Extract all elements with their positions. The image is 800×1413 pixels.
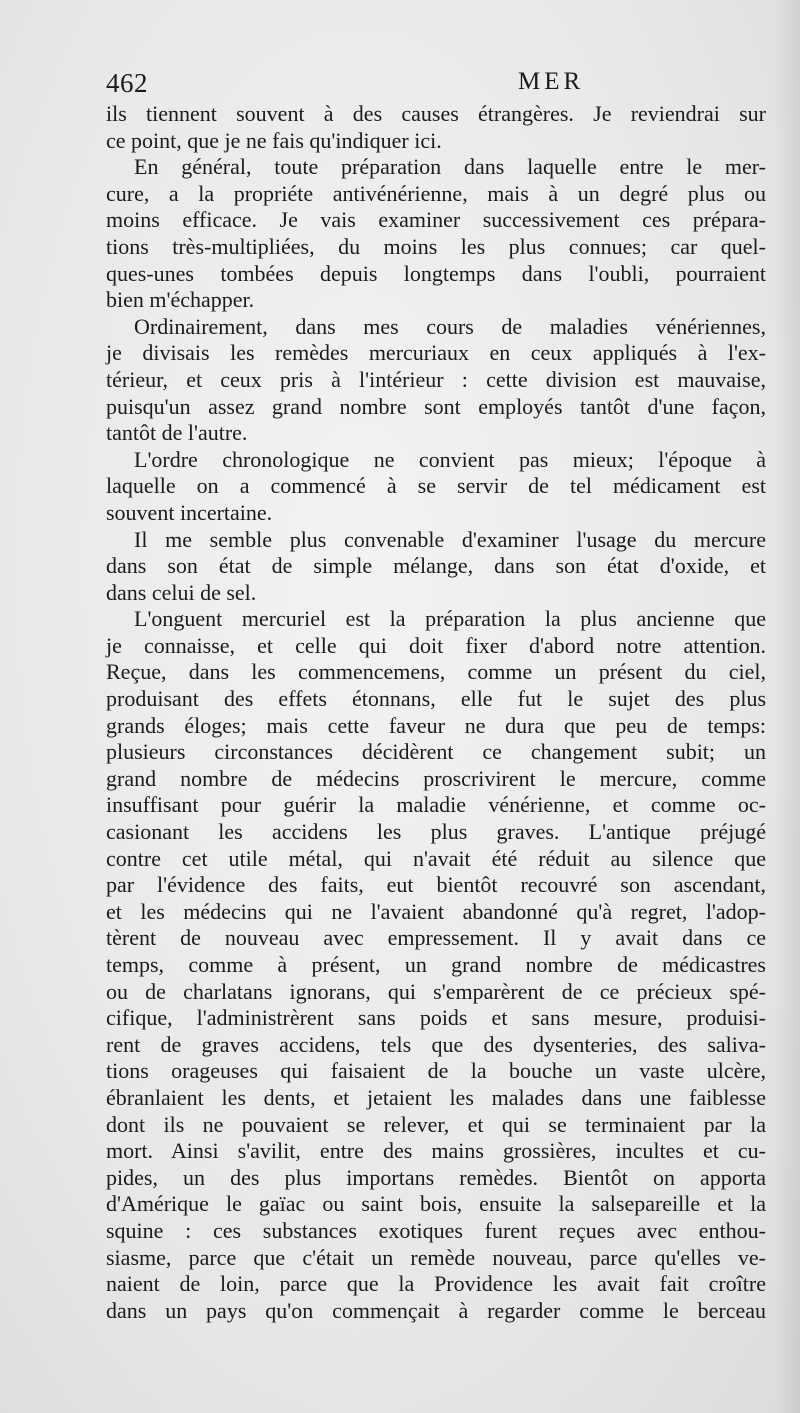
page-header [106,64,766,98]
text-line: ils tiennent souvent à des causes étrangères. Je reviendrai sur [106,101,766,126]
text-line: Reçue, dans les commencemens, comme un présent du ciel, [106,659,766,685]
text-line: et les médecins qui ne l'avaient abandonné qu'à regret, l'adop- [106,898,766,924]
text-line: cure, a la propriéte antivénérienne, mais à un degré plus ou [106,180,766,206]
body-text [106,101,766,1324]
text-line: plusieurs circonstances décidèrent ce changement subit; un [106,739,766,765]
text-line: bien m'échapper. [106,287,255,313]
text-line: ques-unes tombées depuis longtemps dans l'oubli, pourraient [106,260,766,286]
text-line: temps, comme à présent, un grand nombre de médicastres [106,952,766,977]
text-line: moins efficace. Je vais examiner successivement ces prépara- [106,207,766,233]
text-line: grands éloges; mais cette faveur ne dura que peu de temps: [106,712,766,738]
text-line: naient de loin, parce que la Providence les avait fait croître [106,1271,766,1297]
text-line: tions orageuses qui faisaient de la bouche un vaste ulcère, [106,1058,766,1084]
text-line: dans son état de simple mélange, dans son état d'oxide, et [106,553,766,579]
text-line: je connaisse, et celle qui doit fixer d'abord notre attention. [106,632,766,658]
text-line: Ordinairement, dans mes cours de maladies vénériennes, [134,313,766,339]
text-line: je divisais les remèdes mercuriaux en ceux appliqués à l'ex- [106,340,766,366]
text-line: L'onguent mercuriel est la préparation la plus ancienne que [134,606,766,632]
page-number: 462 [106,68,148,98]
text-line: squine : ces substances exotiques furent reçues avec enthou- [106,1217,766,1243]
text-line: ce point, que je ne fais qu'indiquer ici. [106,127,442,153]
text-line: siasme, parce que c'était un remède nouveau, parce qu'elles ve- [106,1244,766,1270]
running-head: MER [518,68,585,95]
text-line: ou de charlatans ignorans, qui s'emparèrent de ce précieux spé- [106,978,766,1004]
text-line: d'Amérique le gaïac ou saint bois, ensuite la salsepareille et la [106,1191,766,1217]
text-line: par l'évidence des faits, eut bientôt recouvré son ascendant, [106,872,766,898]
text-line: L'ordre chronologique ne convient pas mieux; l'époque à [134,446,766,472]
text-line: En général, toute préparation dans laquelle entre le mer- [134,154,766,180]
text-line: mort. Ainsi s'avilit, entre des mains grossières, incultes et cu- [106,1138,766,1164]
text-line: térieur, et ceux pris à l'intérieur : cette division est mauvaise, [106,366,766,392]
text-line: laquelle on a commencé à se servir de tel médicament est [106,473,766,499]
text-line: rent de graves accidens, tels que des dysenteries, des saliva- [106,1031,766,1057]
text-line: Il me semble plus convenable d'examiner l'usage du mercure [134,526,766,552]
text-line: dont ils ne pouvaient se relever, et qui se terminaient par la [106,1111,766,1137]
text-line: casionant les accidens les plus graves. L'antique préjugé [106,819,766,845]
text-line: cifique, l'administrèrent sans poids et sans mesure, produisi- [106,1005,766,1031]
text-line: dans un pays qu'on commençait à regarder comme le berceau [106,1297,766,1323]
text-line: produisant des effets étonnans, elle fut le sujet des plus [106,686,766,712]
text-line: pides, un des plus importans remèdes. Bientôt on apporta [106,1164,766,1190]
text-line: puisqu'un assez grand nombre sont employés tantôt d'une façon, [106,393,766,419]
text-line: contre cet utile métal, qui n'avait été réduit au silence que [106,845,766,871]
page-edge-shadow [774,0,800,1413]
text-line: tions très-multipliées, du moins les plus connues; car quel- [106,233,766,259]
text-line: tantôt de l'autre. [106,420,248,446]
text-line: grand nombre de médecins proscrivirent le mercure, comme [106,765,766,791]
text-line: ébranlaient les dents, et jetaient les malades dans une faiblesse [106,1084,766,1110]
text-line: tèrent de nouveau avec empressement. Il y avait dans ce [106,925,766,951]
text-line: insuffisant pour guérir la maladie vénérienne, et comme oc- [106,792,766,818]
text-line: souvent incertaine. [106,499,273,525]
text-line: dans celui de sel. [106,579,257,605]
